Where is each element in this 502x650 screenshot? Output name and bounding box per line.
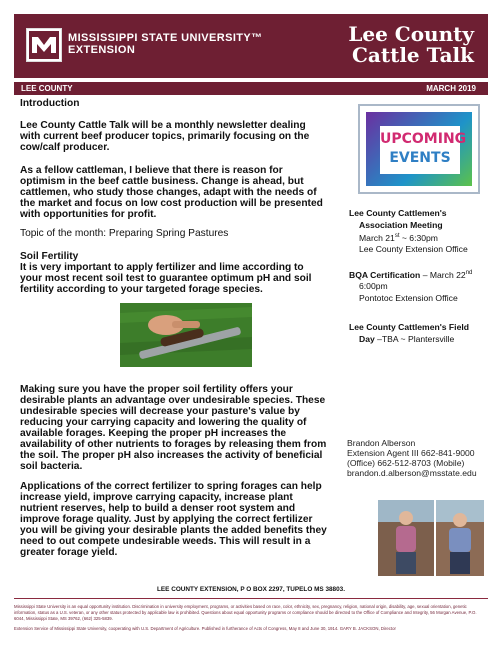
- intro-heading: Introduction: [20, 98, 80, 109]
- event-title-cont: Association Meeting: [359, 219, 443, 230]
- agent-name: Brandon Alberson: [347, 438, 416, 448]
- event-date-text: – March 22: [420, 269, 466, 280]
- masthead: [14, 14, 488, 78]
- event-bqa-certification: [349, 268, 489, 304]
- sidebar: [346, 104, 488, 598]
- agent-mobile-phone: (Office) 662-512-8703 (Mobile): [347, 458, 465, 468]
- event-date-suffix: nd: [465, 270, 473, 276]
- agent-contact: [347, 438, 477, 478]
- event-title: Lee County Cattlemen's Field: [349, 322, 469, 332]
- title-line-1: Lee County: [348, 22, 474, 46]
- event-title-line: [349, 268, 489, 281]
- event-title: Lee County Cattlemen's: [349, 208, 447, 218]
- footer-divider: [14, 598, 488, 599]
- event-field-day: [349, 322, 489, 345]
- issue-bar: [14, 82, 488, 95]
- event-title-day: Day: [359, 333, 375, 344]
- agent-email: brandon.d.alberson@msstate.edu: [347, 468, 477, 478]
- event-location: Lee County Extension Office: [359, 244, 468, 255]
- soil-sample-photo: [120, 303, 252, 367]
- newsletter-title: [348, 24, 474, 66]
- topic-of-month: Topic of the month: Preparing Spring Pastures: [20, 228, 229, 239]
- extension-name: EXTENSION: [68, 44, 136, 56]
- event-time: ~ 6:30pm: [399, 232, 438, 243]
- county-label: LEE COUNTY: [21, 84, 73, 93]
- event-time: 6:00pm: [359, 281, 388, 292]
- soil-fertility-section: [20, 251, 325, 295]
- extension-service-statement: Extension Service of Mississippi State University, cooperating with U.S. Department of Agriculture. Published in furtherance of Acts of Congress, May 8 and June 30, 1914. GARY B. JACKSON, Director: [14, 626, 396, 631]
- fertility-paragraph: Making sure you have the proper soil fertility offers your desirable plants an advantage over undesirable species. These undesirable species will decrease your pasture's value by reducing your carrying capacity and lowering the quality of available forages. Keeping the proper pH increases the availability of other nutrients to forages by releasing them from the soil. The proper pH also increases the activity of beneficial soil bacteria.: [20, 384, 327, 472]
- nondiscrimination-statement: Mississippi State University is an equal opportunity institution. Discrimination in university employment, programs, or activities based on race, color, ethnicity, sex, pregnancy, religion, national origin, disability, age, sexual orientation, genetic information, status as a U.S. veteran, or any other status protected by applicable law is prohibited. Questions about equal opportunity programs or compliance should be directed to the Office of Compliance and Integrity, 56 Morgan Avenue, P.O. 6044, Mississippi State, MS 39762, (662) 325-5839.: [14, 604, 477, 621]
- upcoming-events-banner: [358, 104, 480, 194]
- event-location: Pontotoc Extension Office: [359, 292, 458, 303]
- event-association-meeting: [349, 208, 489, 256]
- university-name: MISSISSIPPI STATE UNIVERSITY™: [68, 32, 263, 44]
- intro-paragraph: Lee County Cattle Talk will be a monthly newsletter dealing with current beef producer topics, primarily focusing on the cow/calf producer.: [20, 120, 310, 153]
- event-date-text: March 21: [359, 232, 395, 243]
- msu-logo: [26, 28, 62, 62]
- events-banner-graphic: [366, 112, 472, 186]
- event-detail: –TBA ~ Plantersville: [374, 333, 455, 344]
- title-line-2: Cattle Talk: [351, 43, 474, 67]
- events-banner-line-2: EVENTS: [389, 150, 451, 166]
- state-seal-icon: [29, 31, 59, 59]
- issue-date: MARCH 2019: [426, 84, 476, 93]
- family-photo-left: [378, 500, 434, 576]
- event-title: BQA Certification: [349, 269, 421, 280]
- event-title-cont: [349, 334, 489, 346]
- events-banner-card: [380, 126, 467, 174]
- events-banner-line-1: UPCOMING: [380, 131, 467, 147]
- event-date: [349, 231, 489, 244]
- fertilizer-paragraph: Applications of the correct fertilizer to spring forages can help increase yield, improve carrying capacity, increase plant nutrient reserves, help to build a denser root system and improve forage quality. Just by applying the correct fertilizer you will be giving your desirable plants the added benefits they need to out compete undesirable weeds. This will result in a greater forage yield.: [20, 481, 327, 558]
- footer-address: LEE COUNTY EXTENSION, P O BOX 2297, TUPELO MS 38803.: [157, 586, 345, 593]
- soil-text: It is very important to apply fertilizer and lime according to your most recent soil test to guarantee optimum pH and soil fertility according to your targeted forage species.: [20, 262, 312, 295]
- agent-office-phone: Extension Agent III 662-841-9000: [347, 448, 475, 458]
- optimism-paragraph: As a fellow cattleman, I believe that there is reason for optimism in the beef cattle business. Change is ahead, but cattlemen, who study those changes, adapt with the needs of the market and focus on low cost production will be presented with opportunities for profit.: [20, 165, 323, 220]
- university-wordmark: [68, 32, 263, 56]
- family-photo-right: [436, 500, 484, 576]
- soil-heading: Soil Fertility: [20, 251, 79, 262]
- event-date-suffix: st: [394, 233, 400, 239]
